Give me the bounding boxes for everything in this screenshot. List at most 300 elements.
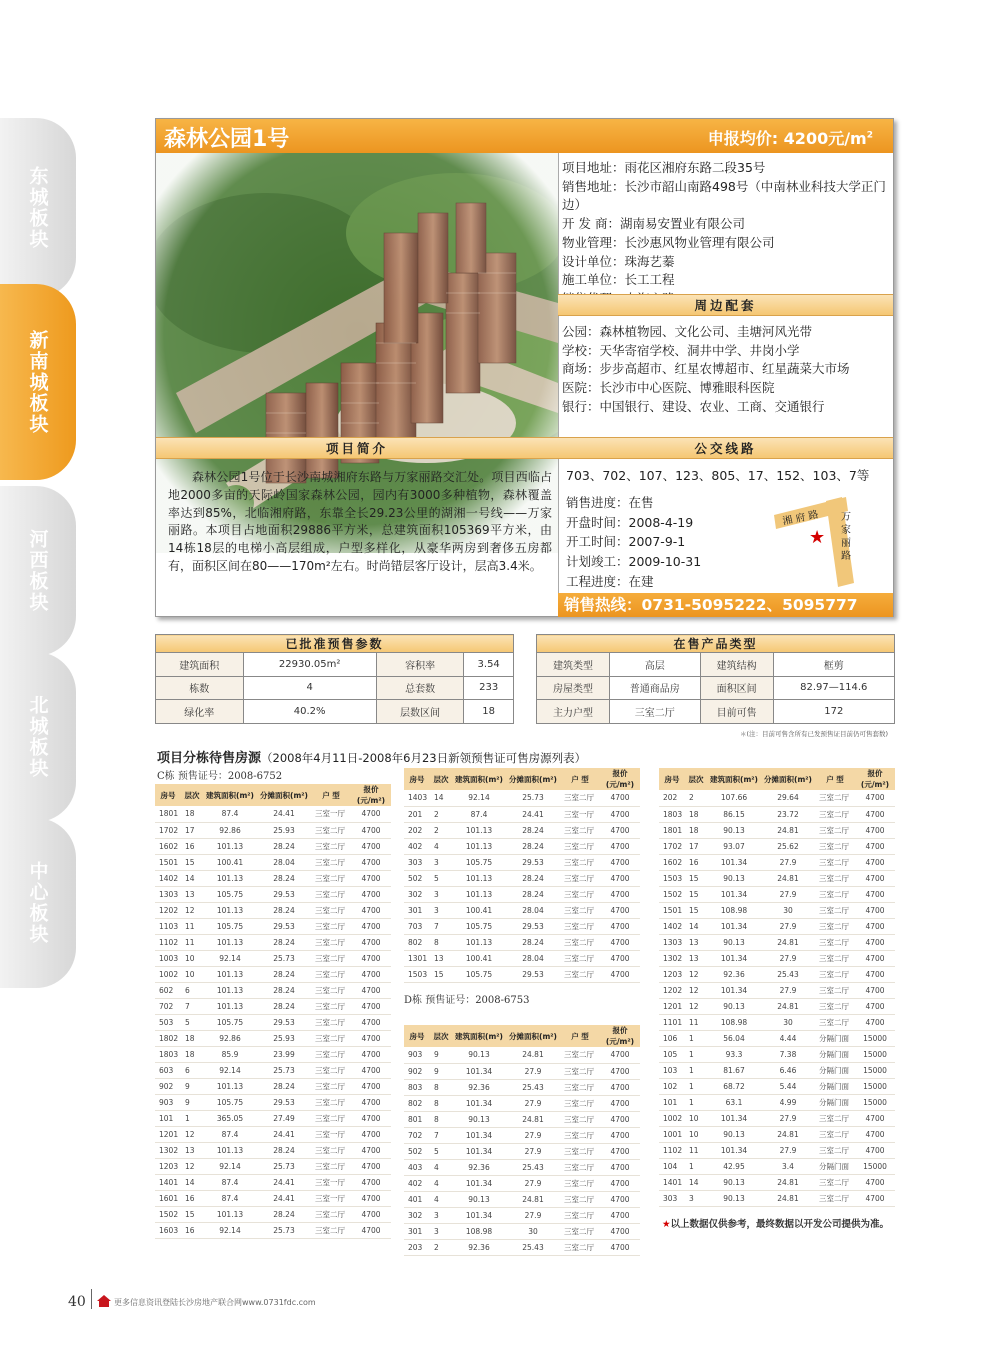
table-cell: 分隔门面 xyxy=(815,1062,855,1078)
table-cell: 101.34 xyxy=(452,1143,506,1159)
column-header: 建筑面积(m²) xyxy=(203,784,257,806)
table-cell: 18 xyxy=(685,806,707,822)
table-cell: 301 xyxy=(404,1223,430,1239)
table-row: 建筑面积 22930.05m² 容积率 3.54 xyxy=(156,653,514,677)
table-cell: 1002 xyxy=(659,1110,685,1126)
table-row xyxy=(404,1159,640,1175)
table-row xyxy=(155,966,391,982)
table-cell: 15 xyxy=(430,966,452,982)
table-row xyxy=(404,1223,640,1239)
table-cell: 三室二厅 xyxy=(815,854,855,870)
table-cell: 11 xyxy=(685,1142,707,1158)
table-cell: 4700 xyxy=(600,1095,640,1111)
table-row xyxy=(404,806,640,822)
table-row: 建筑类型 高层 建筑结构 框剪 xyxy=(537,653,895,677)
table-cell: 502 xyxy=(404,1143,430,1159)
table-cell: 10 xyxy=(685,1110,707,1126)
table-cell: 101.13 xyxy=(203,982,257,998)
table-cell: 1601 xyxy=(155,1190,181,1206)
table-cell: 12 xyxy=(181,1158,203,1174)
tab-hexi[interactable] xyxy=(0,486,76,656)
table-cell: 1 xyxy=(685,1062,707,1078)
table-cell: 28.24 xyxy=(257,1078,311,1094)
table-cell: 4 xyxy=(430,1191,452,1207)
column-header: 房号 xyxy=(659,768,685,790)
table-cell: 三室二厅 xyxy=(311,822,351,838)
table-cell: 27.9 xyxy=(761,950,815,966)
info-sales-address: 销售地址：长沙市韶山南路498号（中南林业科技大学正门边） xyxy=(562,178,886,213)
table-cell: 15 xyxy=(181,854,203,870)
table-cell: 15000 xyxy=(855,1062,895,1078)
column-header: 层次 xyxy=(430,768,452,790)
column-header: 层次 xyxy=(685,768,707,790)
table-row xyxy=(404,1063,640,1079)
table-cell: 三室二厅 xyxy=(560,870,600,886)
table-cell: 502 xyxy=(404,870,430,886)
table-cell: 15000 xyxy=(855,1046,895,1062)
table-cell: 三室二厅 xyxy=(815,902,855,918)
table-row xyxy=(659,966,895,982)
table-row xyxy=(155,950,391,966)
table-cell: 903 xyxy=(404,1047,430,1063)
table-cell: 11 xyxy=(181,918,203,934)
table-cell: 三室二厅 xyxy=(815,838,855,854)
table-cell: 4700 xyxy=(600,806,640,822)
table-cell: 1402 xyxy=(155,870,181,886)
table-row xyxy=(404,838,640,854)
table-cell: 7.38 xyxy=(761,1046,815,1062)
table-row xyxy=(155,918,391,934)
table-cell: 24.81 xyxy=(761,1174,815,1190)
table-cell: 803 xyxy=(404,1079,430,1095)
table-cell: 4700 xyxy=(600,886,640,902)
table-row xyxy=(659,918,895,934)
table-cell: 24.41 xyxy=(257,1126,311,1142)
table-row xyxy=(155,934,391,950)
table-cell: 42.95 xyxy=(707,1158,761,1174)
table-cell: 三室二厅 xyxy=(311,1030,351,1046)
table-cell: 802 xyxy=(404,1095,430,1111)
table-cell: 90.13 xyxy=(707,870,761,886)
table-cell: 三室一厅 xyxy=(311,1190,351,1206)
project-info-list xyxy=(562,159,892,309)
table-cell: 28.24 xyxy=(257,934,311,950)
table-cell: 108.98 xyxy=(707,1014,761,1030)
column-header: 报价(元/m²) xyxy=(855,768,895,790)
table-cell: 三室二厅 xyxy=(560,918,600,934)
table-cell: 三室二厅 xyxy=(815,934,855,950)
table-cell: 15000 xyxy=(855,1158,895,1174)
table-row xyxy=(404,1047,640,1063)
table-cell: 401 xyxy=(404,1191,430,1207)
products-table xyxy=(536,634,895,724)
column-header: 户 型 xyxy=(560,1025,600,1047)
table-cell: 10 xyxy=(181,966,203,982)
table-cell: 8 xyxy=(430,1111,452,1127)
table-cell: 24.41 xyxy=(257,1190,311,1206)
table-cell: 17 xyxy=(685,838,707,854)
table-cell: 1101 xyxy=(659,1014,685,1030)
table-cell: 29.64 xyxy=(761,790,815,806)
surroundings-item: 商场：步步高超市、红星农博超市、红星蔬菜大市场 xyxy=(562,361,850,377)
table-cell: 202 xyxy=(659,790,685,806)
table-row xyxy=(659,1158,895,1174)
table-cell: 3.4 xyxy=(761,1158,815,1174)
tab-dongcheng[interactable] xyxy=(0,118,76,298)
table-cell: 101 xyxy=(659,1094,685,1110)
table-cell: 三室二厅 xyxy=(815,982,855,998)
table-cell: 13 xyxy=(685,950,707,966)
table-cell: 6.46 xyxy=(761,1062,815,1078)
table-cell: 2 xyxy=(430,1239,452,1255)
table-row xyxy=(155,1222,391,1238)
table-cell: 101.13 xyxy=(203,1206,257,1222)
table-cell: 4700 xyxy=(351,982,391,998)
table-cell: 25.93 xyxy=(257,1030,311,1046)
table-cell: 105.75 xyxy=(203,918,257,934)
table-cell: 303 xyxy=(404,854,430,870)
table-cell: 14 xyxy=(181,1174,203,1190)
table-cell: 1501 xyxy=(659,902,685,918)
table-cell: 101.13 xyxy=(203,1142,257,1158)
table-cell: 101.13 xyxy=(203,902,257,918)
info-developer: 开 发 商：湖南易安置业有限公司 xyxy=(562,216,745,232)
table-cell: 202 xyxy=(404,822,430,838)
table-cell: 三室二厅 xyxy=(560,1063,600,1079)
table-cell: 4700 xyxy=(600,1207,640,1223)
table-cell: 1801 xyxy=(659,822,685,838)
table-cell: 三室二厅 xyxy=(560,838,600,854)
table-cell: 4700 xyxy=(351,934,391,950)
table-row xyxy=(155,870,391,886)
table-cell: 13 xyxy=(181,1142,203,1158)
table-cell: 三室二厅 xyxy=(815,886,855,902)
table-cell: 101.34 xyxy=(452,1063,506,1079)
table-cell: 4 xyxy=(430,1159,452,1175)
table-cell: 28.04 xyxy=(257,854,311,870)
table-cell: 三室二厅 xyxy=(311,934,351,950)
table-cell: 4700 xyxy=(600,1127,640,1143)
tab-label: 东城板块 xyxy=(26,166,49,250)
table-cell: 12 xyxy=(685,966,707,982)
table-cell: 4700 xyxy=(351,950,391,966)
table-cell: 56.04 xyxy=(707,1030,761,1046)
table-row xyxy=(659,1078,895,1094)
table-cell: 1702 xyxy=(659,838,685,854)
table-cell: 8 xyxy=(430,1079,452,1095)
table-cell: 4700 xyxy=(855,1110,895,1126)
table-cell: 4700 xyxy=(855,870,895,886)
table-cell: 1401 xyxy=(155,1174,181,1190)
table-cell: 25.73 xyxy=(257,1222,311,1238)
table-cell: 24.41 xyxy=(257,1174,311,1190)
table-cell: 1802 xyxy=(155,1030,181,1046)
disclaimer: ★以上数据仅供参考，最终数据以开发公司提供为准。 xyxy=(662,1219,890,1230)
table-cell: 三室二厅 xyxy=(560,1191,600,1207)
table-cell: 4700 xyxy=(600,902,640,918)
table-cell: 101.34 xyxy=(707,950,761,966)
table-cell: 4700 xyxy=(351,854,391,870)
surroundings-item: 银行：中国银行、建设、农业、工商、交通银行 xyxy=(562,398,825,414)
divider xyxy=(91,1289,92,1309)
table-header-row xyxy=(404,768,640,790)
table-cell: 4700 xyxy=(600,950,640,966)
table-cell: 27.9 xyxy=(506,1175,560,1191)
table-cell: 1302 xyxy=(659,950,685,966)
table-cell: 92.14 xyxy=(203,950,257,966)
table-cell: 三室一厅 xyxy=(560,806,600,822)
table-cell: 三室二厅 xyxy=(560,822,600,838)
table-cell: 87.4 xyxy=(203,1126,257,1142)
tab-label: 新南城板块 xyxy=(26,329,49,435)
table-cell: 1303 xyxy=(155,886,181,902)
table-cell: 101.34 xyxy=(707,854,761,870)
table-cell: 90.13 xyxy=(707,1190,761,1206)
table-cell: 101.13 xyxy=(203,966,257,982)
table-row xyxy=(155,1174,391,1190)
table-cell: 603 xyxy=(155,1062,181,1078)
column-header: 房号 xyxy=(404,768,430,790)
table-cell: 28.24 xyxy=(257,966,311,982)
table-cell: 5 xyxy=(181,1014,203,1030)
table-cell: 三室一厅 xyxy=(311,1126,351,1142)
presale-params-table xyxy=(155,634,514,724)
table-cell: 101.34 xyxy=(707,886,761,902)
table-row xyxy=(155,1110,391,1126)
table-cell: 三室二厅 xyxy=(311,854,351,870)
table-cell: 4700 xyxy=(351,998,391,1014)
table-cell: 28.24 xyxy=(257,1142,311,1158)
table-cell: 24.81 xyxy=(506,1111,560,1127)
table-cell: 1002 xyxy=(155,966,181,982)
surroundings-heading: 周边配套 xyxy=(558,294,893,316)
table-cell: 4700 xyxy=(351,1222,391,1238)
table-cell: 301 xyxy=(404,902,430,918)
table-cell: 101.13 xyxy=(452,934,506,950)
table-row xyxy=(659,806,895,822)
table-row xyxy=(404,870,640,886)
table-row xyxy=(155,886,391,902)
table-cell: 108.98 xyxy=(452,1223,506,1239)
table-cell: 三室二厅 xyxy=(311,1142,351,1158)
table-row xyxy=(659,1014,895,1030)
table-cell: 4700 xyxy=(351,1046,391,1062)
table-cell: 三室二厅 xyxy=(815,822,855,838)
table-cell: 27.9 xyxy=(761,1110,815,1126)
table-cell: 3 xyxy=(430,854,452,870)
table-cell: 101.13 xyxy=(452,838,506,854)
table-cell: 4.99 xyxy=(761,1094,815,1110)
table-cell: 4700 xyxy=(855,1142,895,1158)
table-cell: 303 xyxy=(659,1190,685,1206)
table-cell: 90.13 xyxy=(707,1126,761,1142)
table-cell: 4700 xyxy=(351,1174,391,1190)
table-cell: 4700 xyxy=(600,838,640,854)
table-cell: 104 xyxy=(659,1158,685,1174)
table-cell: 28.24 xyxy=(257,998,311,1014)
table-cell: 27.9 xyxy=(761,918,815,934)
column-header: 分摊面积(m²) xyxy=(506,768,560,790)
table-cell: 16 xyxy=(685,854,707,870)
table-cell: 1003 xyxy=(155,950,181,966)
table-cell: 25.43 xyxy=(506,1239,560,1255)
table-cell: 4700 xyxy=(855,1126,895,1142)
column-header: 层次 xyxy=(181,784,203,806)
table-cell: 三室二厅 xyxy=(815,1126,855,1142)
table-cell: 24.81 xyxy=(761,822,815,838)
table-cell: 15 xyxy=(685,886,707,902)
column-header: 报价(元/m²) xyxy=(351,784,391,806)
column-header: 户 型 xyxy=(815,768,855,790)
table-cell: 24.81 xyxy=(761,870,815,886)
table-cell: 4700 xyxy=(600,822,640,838)
table-cell: 4700 xyxy=(351,1206,391,1222)
table-cell: 101.13 xyxy=(203,998,257,1014)
table-cell: 101.34 xyxy=(707,918,761,934)
table-cell: 三室二厅 xyxy=(815,806,855,822)
tab-xinnancheng[interactable] xyxy=(0,284,76,480)
table-row: 绿化率 40.2% 层数区间 18 xyxy=(156,700,514,724)
table-cell: 27.9 xyxy=(761,854,815,870)
table-cell: 602 xyxy=(155,982,181,998)
table-cell: 4700 xyxy=(351,838,391,854)
table-cell: 三室二厅 xyxy=(560,1239,600,1255)
table-cell: 90.13 xyxy=(707,998,761,1014)
table-cell: 1 xyxy=(685,1030,707,1046)
table-cell: 4700 xyxy=(351,1158,391,1174)
table-row xyxy=(659,950,895,966)
table-row xyxy=(659,934,895,950)
table-cell: 4700 xyxy=(351,1030,391,1046)
progress-list xyxy=(566,493,766,592)
table-cell: 28.24 xyxy=(506,886,560,902)
table-cell: 27.9 xyxy=(506,1207,560,1223)
table-cell: 25.73 xyxy=(506,790,560,806)
table-cell: 4700 xyxy=(855,998,895,1014)
table-cell: 10 xyxy=(181,950,203,966)
table-cell: 92.36 xyxy=(707,966,761,982)
table-cell: 302 xyxy=(404,1207,430,1223)
table-cell: 4700 xyxy=(600,1079,640,1095)
table-cell: 101.13 xyxy=(452,822,506,838)
table-cell: 1403 xyxy=(404,790,430,806)
table-cell: 分隔门面 xyxy=(815,1094,855,1110)
table-cell: 92.86 xyxy=(203,822,257,838)
column-header: 建筑面积(m²) xyxy=(452,1025,506,1047)
table-cell: 30 xyxy=(761,902,815,918)
table-cell: 29.53 xyxy=(257,1014,311,1030)
table-cell: 4 xyxy=(430,838,452,854)
table-cell: 86.15 xyxy=(707,806,761,822)
table-row xyxy=(659,1110,895,1126)
table-cell: 三室二厅 xyxy=(560,854,600,870)
availability-note: ＊(注：目前可售含所有已发预售证目前仍可售套数) xyxy=(740,730,889,738)
table-cell: 28.24 xyxy=(257,982,311,998)
tab-beicheng[interactable] xyxy=(0,652,76,822)
table-cell: 28.04 xyxy=(506,902,560,918)
table-cell: 108.98 xyxy=(707,902,761,918)
table-cell: 101.34 xyxy=(707,1142,761,1158)
table-row xyxy=(155,838,391,854)
table-cell: 4700 xyxy=(855,886,895,902)
table-cell: 三室二厅 xyxy=(311,886,351,902)
table-cell: 4700 xyxy=(600,1111,640,1127)
table-cell: 三室二厅 xyxy=(560,1159,600,1175)
table-cell: 三室二厅 xyxy=(311,1222,351,1238)
table-cell: 4700 xyxy=(351,886,391,902)
table-cell: 1602 xyxy=(659,854,685,870)
table-cell: 4700 xyxy=(351,1190,391,1206)
table-cell: 16 xyxy=(181,1190,203,1206)
table-cell: 三室二厅 xyxy=(311,1158,351,1174)
table-cell: 27.9 xyxy=(506,1095,560,1111)
table-cell: 28.24 xyxy=(506,870,560,886)
table-cell: 801 xyxy=(404,1111,430,1127)
table-cell: 4700 xyxy=(351,966,391,982)
table-cell: 87.4 xyxy=(203,806,257,822)
table-cell: 7 xyxy=(430,1127,452,1143)
listing-table-d xyxy=(404,1025,640,1256)
table-cell: 105.75 xyxy=(203,886,257,902)
table-cell: 4700 xyxy=(600,934,640,950)
table-cell: 15000 xyxy=(855,1078,895,1094)
table-cell: 三室二厅 xyxy=(815,1174,855,1190)
table-cell: 1203 xyxy=(155,1158,181,1174)
progress-item: 工程进度：在建 xyxy=(566,573,654,589)
table-cell: 101.34 xyxy=(452,1207,506,1223)
table-cell: 24.81 xyxy=(761,998,815,1014)
table-cell: 27.9 xyxy=(761,1142,815,1158)
table-cell: 2 xyxy=(685,790,707,806)
building-d-label: D栋 预售证号：2008-6753 xyxy=(404,995,530,1006)
table-cell: 4700 xyxy=(351,822,391,838)
table-cell: 7 xyxy=(181,998,203,1014)
table-row xyxy=(404,1143,640,1159)
info-constructor: 施工单位：长工工程 xyxy=(562,272,675,288)
table-cell: 28.24 xyxy=(257,838,311,854)
bus-heading: 公交线路 xyxy=(558,437,893,459)
table-cell: 29.53 xyxy=(257,1094,311,1110)
table-row xyxy=(659,1142,895,1158)
table-cell: 27.9 xyxy=(761,886,815,902)
table-cell: 2 xyxy=(430,822,452,838)
bus-lines: 703、702、107、123、805、17、152、103、7等 xyxy=(566,468,870,483)
table-cell: 1103 xyxy=(155,918,181,934)
table-cell: 4700 xyxy=(351,806,391,822)
table-cell: 三室二厅 xyxy=(311,1046,351,1062)
table-row xyxy=(155,1126,391,1142)
table-cell: 12 xyxy=(181,1126,203,1142)
table-cell: 703 xyxy=(404,918,430,934)
table-row xyxy=(659,1094,895,1110)
table-cell: 105.75 xyxy=(203,1094,257,1110)
table-cell: 1801 xyxy=(155,806,181,822)
table-cell: 28.24 xyxy=(257,1206,311,1222)
table-cell: 4700 xyxy=(351,1078,391,1094)
tab-zhongxin[interactable] xyxy=(0,818,76,988)
table-cell: 28.24 xyxy=(506,934,560,950)
table-cell: 三室二厅 xyxy=(815,1142,855,1158)
intro-heading: 项目简介 xyxy=(156,437,558,459)
table-row xyxy=(404,902,640,918)
table-cell: 85.9 xyxy=(203,1046,257,1062)
table-row: 主力户型 三室二厅 目前可售 172 xyxy=(537,700,895,724)
table-cell: 15000 xyxy=(855,1030,895,1046)
info-address: 项目地址：雨花区湘府东路二段35号 xyxy=(562,160,766,175)
sales-hotline: 销售热线：0731-5095222、5095777 xyxy=(558,593,893,617)
table-cell: 1201 xyxy=(155,1126,181,1142)
table-cell: 三室二厅 xyxy=(311,1078,351,1094)
